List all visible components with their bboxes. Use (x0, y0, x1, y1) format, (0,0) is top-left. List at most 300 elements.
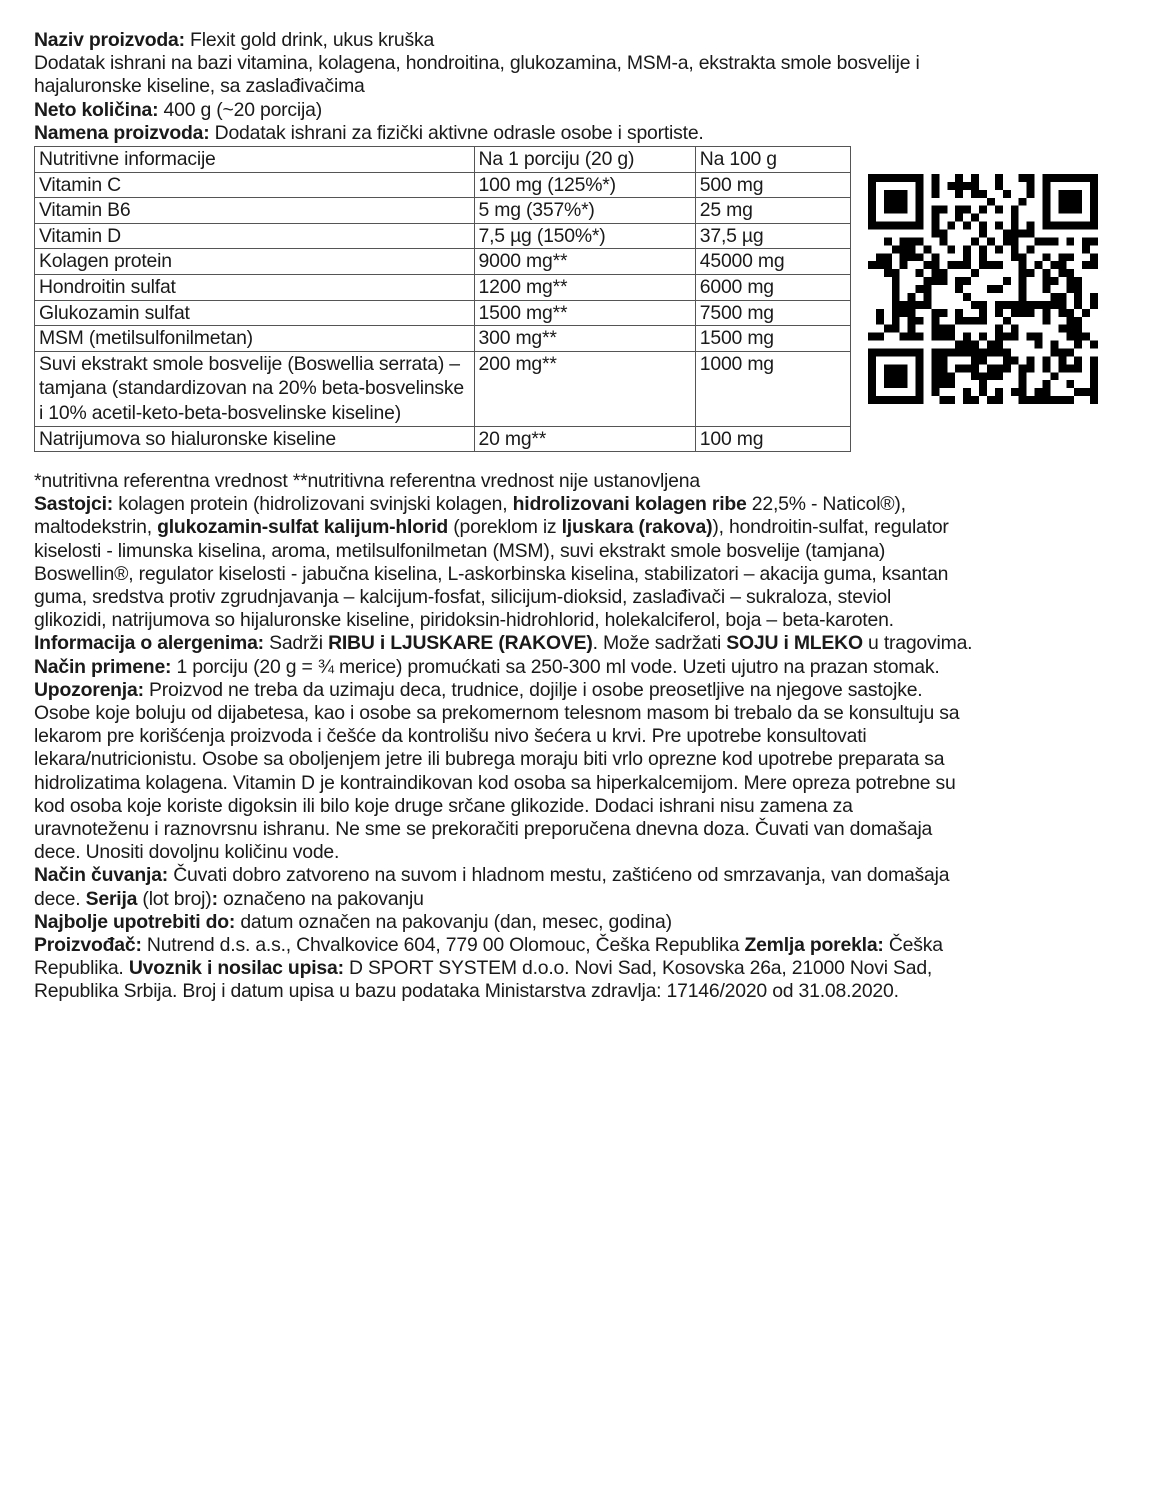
qr-module (1066, 333, 1074, 341)
qr-module (947, 333, 955, 341)
qr-module (987, 341, 995, 349)
per-serving-value: 7,5 µg (150%*) (474, 223, 695, 249)
qr-module (1090, 301, 1098, 309)
qr-module (1050, 277, 1058, 285)
qr-module (1003, 190, 1011, 198)
qr-module (1003, 348, 1011, 356)
ingredients-text: kolagen protein (hidrolizovani svinjski kolagen, (113, 493, 513, 516)
nutrition-table-row (35, 351, 851, 426)
qr-module (900, 309, 908, 317)
qr-module (1027, 396, 1035, 404)
qr-module (1027, 222, 1035, 230)
qr-module (1058, 396, 1066, 404)
allergens-line (34, 632, 1134, 655)
qr-module (939, 277, 947, 285)
qr-module (1082, 261, 1090, 269)
qr-module (987, 261, 995, 269)
qr-module (908, 325, 916, 333)
ingredients-label: Sastojci: (34, 493, 114, 516)
qr-module (892, 309, 900, 317)
qr-module (947, 261, 955, 269)
qr-module (900, 237, 908, 245)
qr-module (884, 396, 892, 404)
nutrition-table-row (35, 198, 851, 224)
qr-module (971, 364, 979, 372)
per-100g-value: 6000 mg (695, 274, 850, 300)
qr-module (955, 309, 963, 317)
qr-module (947, 348, 955, 356)
qr-module (1050, 174, 1058, 182)
qr-module (1058, 190, 1066, 198)
qr-module (931, 214, 939, 222)
qr-module (1050, 348, 1058, 356)
qr-module (892, 380, 900, 388)
qr-module (1019, 396, 1027, 404)
qr-module (1058, 174, 1066, 182)
qr-module (1027, 182, 1035, 190)
net-quantity-label: Neto količina: (34, 98, 159, 121)
qr-module (868, 190, 876, 198)
qr-module (971, 214, 979, 222)
qr-module (1058, 261, 1066, 269)
producer-line-2 (34, 957, 1134, 980)
qr-module (884, 269, 892, 277)
qr-module (979, 372, 987, 380)
per-100g-value: 45000 mg (695, 249, 850, 275)
qr-module (1042, 317, 1050, 325)
qr-module (892, 174, 900, 182)
qr-module (916, 396, 924, 404)
qr-module (908, 253, 916, 261)
product-description-line-1: Dodatak ishrani na bazi vitamina, kolagena, hondroitina, glukozamina, MSM-a, ekstrakta smole bosvelije i (34, 52, 920, 75)
qr-module (995, 245, 1003, 253)
qr-module (963, 364, 971, 372)
qr-module (939, 269, 947, 277)
nutrition-header-cell: Na 1 porciju (20 g) (474, 147, 695, 173)
qr-module (947, 396, 955, 404)
qr-module (908, 245, 916, 253)
warnings-line-2: Osobe koje boluju od dijabetesa, kao i osobe sa prekomernom telesnom masom bi trebalo da se konsultuju sa (34, 702, 960, 725)
qr-module (987, 396, 995, 404)
qr-module (1090, 388, 1098, 396)
qr-module (1058, 356, 1066, 364)
warnings-line-5: hidrolizatima kolagena. Vitamin D je kontraindikovan kod osoba sa hiperkalcemijom. Mere opreza potrebne su (34, 771, 956, 794)
qr-module (916, 214, 924, 222)
qr-module (1011, 253, 1019, 261)
qr-module (908, 222, 916, 230)
origin-label: Zemlja porekla: (744, 934, 884, 957)
qr-module (979, 348, 987, 356)
qr-module (1090, 206, 1098, 214)
warnings-line-6: kod osoba koje koriste digoksin ili bilo koje druge srčane glikozide. Dodaci ishrani nisu zamena za (34, 794, 853, 817)
qr-module (1066, 206, 1074, 214)
qr-module (900, 372, 908, 380)
qr-module (1058, 253, 1066, 261)
allergens-bold: SOJU i MLEKO (726, 632, 863, 655)
qr-module (995, 309, 1003, 317)
ingredients-line-5: guma, sredstva protiv zgrudnjavanja – kalcijum-fosfat, silicijum-dioksid, zaslađivači – sukraloza, steviol (34, 586, 892, 609)
nutrition-footnote: *nutritivna referentna vrednost **nutritivna referentna vrednost nije ustanovljena (34, 470, 700, 493)
warnings-line-3: lekarom pre korišćenja proizvoda i češće da kontrolišu nivo šećera u krvi. Pre upotrebe konsultovati (34, 725, 867, 748)
qr-module (1019, 230, 1027, 238)
qr-module (908, 317, 916, 325)
qr-module (995, 388, 1003, 396)
qr-module (884, 174, 892, 182)
qr-module (979, 301, 987, 309)
net-quantity-value: 400 g (~20 porcija) (158, 98, 322, 121)
qr-module (908, 301, 916, 309)
qr-code-icon (868, 174, 1098, 404)
qr-module (979, 261, 987, 269)
qr-module (1003, 301, 1011, 309)
qr-module (995, 174, 1003, 182)
nutrient-name: Kolagen protein (35, 249, 475, 275)
qr-module (931, 388, 939, 396)
qr-module (987, 372, 995, 380)
ingredients-line-1 (34, 493, 1134, 516)
qr-module (947, 245, 955, 253)
qr-module (979, 317, 987, 325)
qr-module (1042, 190, 1050, 198)
qr-module (1090, 261, 1098, 269)
qr-module (987, 348, 995, 356)
nutrition-table-row (35, 326, 851, 352)
qr-module (1090, 293, 1098, 301)
qr-module (876, 174, 884, 182)
qr-module (971, 190, 979, 198)
qr-module (868, 388, 876, 396)
importer-label: Uvoznik i nosilac upisa: (128, 957, 344, 980)
qr-module (916, 356, 924, 364)
qr-module (1003, 364, 1011, 372)
qr-module (971, 237, 979, 245)
qr-module (868, 380, 876, 388)
qr-module (1066, 269, 1074, 277)
per-serving-value: 20 mg** (474, 426, 695, 452)
qr-module (939, 380, 947, 388)
qr-module (884, 190, 892, 198)
qr-module (868, 198, 876, 206)
qr-module (995, 341, 1003, 349)
qr-module (868, 364, 876, 372)
nutrient-name: MSM (metilsulfonilmetan) (35, 326, 475, 352)
qr-module (955, 214, 963, 222)
qr-module (1042, 269, 1050, 277)
qr-module (884, 261, 892, 269)
qr-module (908, 293, 916, 301)
per-serving-value: 1200 mg** (474, 274, 695, 300)
qr-module (955, 206, 963, 214)
qr-module (971, 341, 979, 349)
qr-module (947, 325, 955, 333)
qr-module (963, 388, 971, 396)
qr-module (1050, 341, 1058, 349)
qr-module (1019, 253, 1027, 261)
qr-module (892, 317, 900, 325)
qr-module (955, 285, 963, 293)
warnings-text: Proizvod ne treba da uzimaju deca, trudnice, dojilje i osobe preosetljive na njegove sastojke. (143, 678, 923, 701)
qr-module (1035, 261, 1043, 269)
qr-module (900, 206, 908, 214)
qr-module (1082, 388, 1090, 396)
qr-module (892, 277, 900, 285)
qr-module (939, 348, 947, 356)
qr-module (900, 364, 908, 372)
per-100g-value: 500 mg (695, 172, 850, 198)
qr-module (908, 396, 916, 404)
qr-module (892, 325, 900, 333)
qr-module (1058, 301, 1066, 309)
qr-module (1066, 317, 1074, 325)
qr-module (916, 372, 924, 380)
qr-module (995, 325, 1003, 333)
allergens-text: . Može sadržati (592, 632, 727, 655)
qr-module (1082, 309, 1090, 317)
qr-module (892, 293, 900, 301)
qr-module (955, 182, 963, 190)
qr-module (1090, 356, 1098, 364)
best-before-label: Najbolje upotrebiti do: (34, 910, 236, 933)
product-purpose-value: Dodatak ishrani za fizički aktivne odrasle osobe i sportiste. (209, 121, 704, 144)
lot-label: Serija (85, 887, 138, 910)
qr-module (1058, 325, 1066, 333)
qr-module (1066, 222, 1074, 230)
nutrition-header-cell: Nutritivne informacije (35, 147, 475, 173)
qr-module (971, 348, 979, 356)
qr-module (876, 222, 884, 230)
product-description-line-2: hajaluronske kiseline, sa zaslađivačima (34, 75, 365, 98)
nutrient-name: Vitamin D (35, 223, 475, 249)
best-before-value: datum označen na pakovanju (dan, mesec, godina) (235, 910, 672, 933)
qr-module (1066, 237, 1074, 245)
qr-module (1066, 309, 1074, 317)
qr-module (868, 222, 876, 230)
qr-module (1074, 333, 1082, 341)
qr-module (995, 206, 1003, 214)
qr-module (1019, 198, 1027, 206)
ingredients-allergen: ljuskara (rakova) (561, 516, 713, 539)
qr-module (876, 309, 884, 317)
qr-module (931, 230, 939, 238)
qr-module (963, 396, 971, 404)
qr-module (1074, 293, 1082, 301)
qr-module (1027, 269, 1035, 277)
qr-module (1042, 237, 1050, 245)
qr-module (1042, 356, 1050, 364)
qr-module (995, 222, 1003, 230)
qr-module (1074, 301, 1082, 309)
qr-module (931, 253, 939, 261)
ingredients-allergen: hidrolizovani kolagen ribe (512, 493, 747, 516)
qr-module (868, 261, 876, 269)
ingredients-line-2 (34, 516, 1134, 539)
qr-module (1058, 222, 1066, 230)
qr-module (1090, 190, 1098, 198)
qr-module (931, 372, 939, 380)
qr-module (892, 285, 900, 293)
qr-module (1027, 333, 1035, 341)
qr-module (995, 348, 1003, 356)
qr-module (1090, 396, 1098, 404)
qr-module (884, 372, 892, 380)
qr-module (908, 309, 916, 317)
qr-module (916, 253, 924, 261)
origin-value: Republika. (34, 957, 129, 980)
qr-module (1027, 245, 1035, 253)
qr-module (1019, 269, 1027, 277)
nutrition-header-cell: Na 100 g (695, 147, 850, 173)
usage-value: 1 porciju (20 g = ¾ merice) promućkati sa 250-300 ml vode. Uzeti ujutro na prazan stomak. (171, 655, 940, 678)
producer-label: Proizvođač: (34, 934, 142, 957)
qr-module (876, 317, 884, 325)
qr-module (971, 317, 979, 325)
qr-module (1035, 333, 1043, 341)
qr-module (979, 230, 987, 238)
qr-module (931, 317, 939, 325)
qr-module (908, 174, 916, 182)
qr-module (1042, 285, 1050, 293)
qr-module (884, 222, 892, 230)
qr-module (955, 277, 963, 285)
qr-module (884, 206, 892, 214)
ingredients-allergen: glukozamin-sulfat kalijum-hlorid (157, 516, 449, 539)
warnings-label: Upozorenja: (34, 678, 144, 701)
qr-module (955, 348, 963, 356)
qr-module (1090, 380, 1098, 388)
qr-module (1058, 198, 1066, 206)
qr-module (947, 372, 955, 380)
qr-module (995, 364, 1003, 372)
qr-module (884, 364, 892, 372)
lot-text: (lot broj) (137, 887, 212, 910)
qr-module (916, 222, 924, 230)
qr-module (995, 261, 1003, 269)
qr-module (1058, 364, 1066, 372)
qr-module (1011, 388, 1019, 396)
lot-value: označeno na pakovanju (217, 887, 424, 910)
qr-module (900, 301, 908, 309)
qr-module (971, 182, 979, 190)
per-serving-value: 100 mg (125%*) (474, 172, 695, 198)
qr-module (884, 198, 892, 206)
lot-colon: : (211, 887, 218, 910)
qr-module (1066, 198, 1074, 206)
qr-module (916, 190, 924, 198)
qr-module (979, 380, 987, 388)
qr-module (1042, 198, 1050, 206)
ingredients-line-4: Boswellin®, regulator kiselosti - jabučna kiselina, L-askorbinska kiselina, stabilizatori – akacija guma, ksantan (34, 562, 949, 585)
qr-module (931, 277, 939, 285)
qr-module (1003, 237, 1011, 245)
per-100g-value: 100 mg (695, 426, 850, 452)
nutrition-table (34, 146, 851, 452)
qr-module (1042, 277, 1050, 285)
qr-module (1090, 341, 1098, 349)
qr-module (1011, 206, 1019, 214)
qr-module (979, 245, 987, 253)
qr-module (924, 301, 932, 309)
nutrition-table-row (35, 249, 851, 275)
qr-module (995, 333, 1003, 341)
qr-module (979, 206, 987, 214)
qr-module (1019, 293, 1027, 301)
qr-module (963, 222, 971, 230)
qr-module (931, 380, 939, 388)
producer-value: Nutrend d.s. a.s., Chvalkovice 604, 779 00 Olomouc, Češka Republika (141, 934, 745, 957)
qr-module (931, 269, 939, 277)
nutrition-section (34, 146, 1134, 470)
qr-module (1042, 396, 1050, 404)
qr-module (995, 285, 1003, 293)
per-100g-value: 1500 mg (695, 326, 850, 352)
per-serving-value: 5 mg (357%*) (474, 198, 695, 224)
qr-module (868, 182, 876, 190)
qr-module (1050, 293, 1058, 301)
qr-module (916, 174, 924, 182)
qr-module (1082, 237, 1090, 245)
qr-module (979, 253, 987, 261)
qr-module (955, 341, 963, 349)
warnings-line-1 (34, 679, 1134, 702)
qr-module (876, 253, 884, 261)
producer-line-3: Republika Srbija. Broj i datum upisa u bazu podataka Ministarstva zdravlja: 17146/2020 od 31.08.2020. (34, 980, 899, 1003)
qr-module (884, 380, 892, 388)
qr-module (1090, 253, 1098, 261)
qr-module (971, 356, 979, 364)
qr-module (900, 174, 908, 182)
qr-module (900, 222, 908, 230)
qr-module (1074, 388, 1082, 396)
qr-module (979, 309, 987, 317)
qr-module (1042, 253, 1050, 261)
qr-module (1011, 325, 1019, 333)
qr-module (924, 293, 932, 301)
qr-module (963, 206, 971, 214)
qr-module (924, 261, 932, 269)
qr-module (1019, 261, 1027, 269)
qr-module (916, 364, 924, 372)
qr-module (979, 222, 987, 230)
qr-module (1011, 230, 1019, 238)
qr-module (1019, 309, 1027, 317)
qr-module (916, 182, 924, 190)
qr-module (892, 190, 900, 198)
allergens-bold: RIBU i LJUSKARE (RAKOVE) (328, 632, 593, 655)
qr-module (979, 333, 987, 341)
qr-module (963, 333, 971, 341)
qr-module (1090, 182, 1098, 190)
qr-module (1066, 348, 1074, 356)
qr-module (1066, 364, 1074, 372)
qr-module (1011, 301, 1019, 309)
nutrient-name: Hondroitin sulfat (35, 274, 475, 300)
ingredients-text: (poreklom iz (448, 516, 562, 539)
qr-module (995, 396, 1003, 404)
qr-module (1042, 388, 1050, 396)
qr-module (1058, 206, 1066, 214)
qr-module (963, 317, 971, 325)
qr-module (1035, 237, 1043, 245)
nutrition-table-row (35, 300, 851, 326)
qr-module (931, 182, 939, 190)
usage-label: Način primene: (34, 655, 172, 678)
qr-module (1011, 356, 1019, 364)
qr-module (971, 174, 979, 182)
qr-module (1090, 198, 1098, 206)
qr-module (1003, 333, 1011, 341)
ingredients-text: maltodekstrin, (34, 516, 158, 539)
qr-module (1090, 237, 1098, 245)
